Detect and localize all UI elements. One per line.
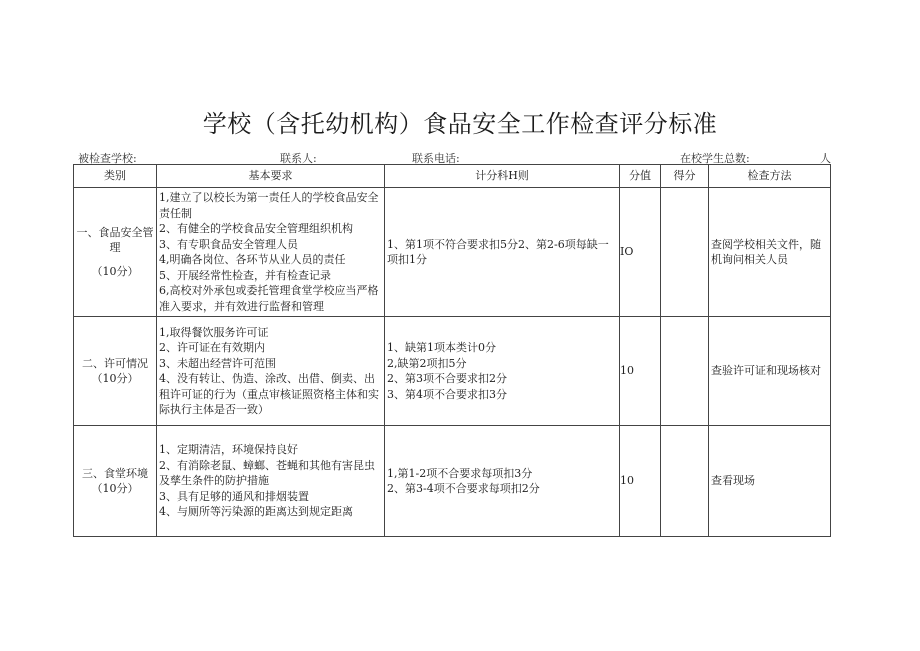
value-cell: 10 — [620, 317, 661, 426]
method-cell: 查验许可证和现场核对 — [709, 317, 831, 426]
requirement-item: 3、未超出经营许可范围 — [159, 356, 276, 370]
requirement-item: 3、具有足够的通风和排烟装置 — [159, 489, 309, 503]
table-row — [74, 426, 831, 537]
scoring-item: 2、第3项不合要求扣2分 — [387, 372, 507, 385]
scoring-item: 1、第1项不符合要求扣5分2、第2-6项每缺一项扣1分 — [387, 237, 609, 266]
students-label: 在校学生总数: — [680, 152, 750, 165]
requirement-item: 1、定期清洁，环境保持良好 — [159, 443, 298, 457]
scoring-cell — [385, 317, 620, 426]
scoring-item: 1,第1-2项不合要求每项扣3分 — [387, 466, 533, 480]
requirement-item: 1,取得餐饮服务许可证 — [159, 325, 269, 339]
value-cell: IO — [620, 188, 661, 317]
scoring-cell — [385, 426, 620, 537]
score-cell[interactable] — [661, 317, 709, 426]
scoring-item: 2、第3-4项不合要求每项扣2分 — [387, 482, 540, 495]
scoring-item: 3、第4项不合要求扣3分 — [387, 387, 507, 401]
requirements-cell — [157, 426, 385, 537]
method-cell: 查看现场 — [709, 426, 831, 537]
table-row — [74, 317, 831, 426]
header-scoring: 计分科H则 — [385, 165, 620, 188]
table-header-row — [74, 165, 831, 188]
method-cell: 查阅学校相关文件，随机询问相关人员 — [709, 188, 831, 317]
header-value: 分值 — [620, 165, 661, 188]
category-points: （10分） — [91, 482, 139, 495]
contact-label: 联系人: — [280, 152, 317, 165]
students-unit: 人 — [820, 152, 831, 165]
requirement-item: 6,高校对外承包或委托管理食堂学校应当严格准入要求，并有效进行监督和管理 — [159, 284, 379, 313]
scoring-cell — [385, 188, 620, 317]
value-cell: 10 — [620, 426, 661, 537]
category-name: 二、许可情况 — [82, 356, 148, 370]
category-cell — [74, 188, 157, 317]
category-cell — [74, 317, 157, 426]
requirement-item: 4,明确各岗位、各环节从业人员的责任 — [159, 253, 346, 266]
requirements-cell — [157, 317, 385, 426]
requirement-item: 1,建立了以校长为第一责任人的学校食品安全责任制 — [159, 191, 379, 220]
requirement-item: 3、有专职食品安全管理人员 — [159, 237, 298, 251]
requirement-item: 4、与厕所等污染源的距离达到规定距离 — [159, 505, 353, 519]
header-category: 类别 — [74, 165, 157, 188]
requirement-item: 2、有健全的学校食品安全管理组织机构 — [159, 222, 353, 235]
scoring-item: 1、缺第1项本类计0分 — [387, 341, 496, 354]
header-method: 检查方法 — [709, 165, 831, 188]
category-points: （10分） — [91, 264, 139, 278]
info-row — [0, 150, 920, 164]
page-title: 学校（含托幼机构）食品安全工作检查评分标准 — [202, 110, 718, 138]
requirement-item: 2、许可证在有效期内 — [159, 341, 265, 354]
school-label: 被检查学校: — [78, 152, 137, 165]
scoring-table — [73, 164, 831, 537]
table-row — [74, 188, 831, 317]
category-cell — [74, 426, 157, 537]
requirement-item: 5、开展经常性检查，并有检查记录 — [159, 268, 331, 282]
score-cell[interactable] — [661, 188, 709, 317]
phone-label: 联系电话: — [412, 152, 460, 165]
category-name: 三、食堂环境 — [82, 466, 148, 480]
header-requirements: 基本要求 — [157, 165, 385, 188]
requirement-item: 4、没有转让、伪造、涂改、出借、倒卖、出租许可证的行为（重点审核证照资格主体和实际执行主体是否一致） — [159, 372, 379, 416]
scoring-item: 2,缺第2项扣5分 — [387, 356, 467, 370]
header-score: 得分 — [661, 165, 709, 188]
score-cell[interactable] — [661, 426, 709, 537]
category-name: 一、食品安全管理 — [76, 225, 154, 255]
requirements-cell — [157, 188, 385, 317]
category-points: （10分） — [91, 372, 139, 385]
requirement-item: 2、有消除老鼠、蟑螂、苍蝇和其他有害昆虫及孳生条件的防护措施 — [159, 458, 375, 488]
